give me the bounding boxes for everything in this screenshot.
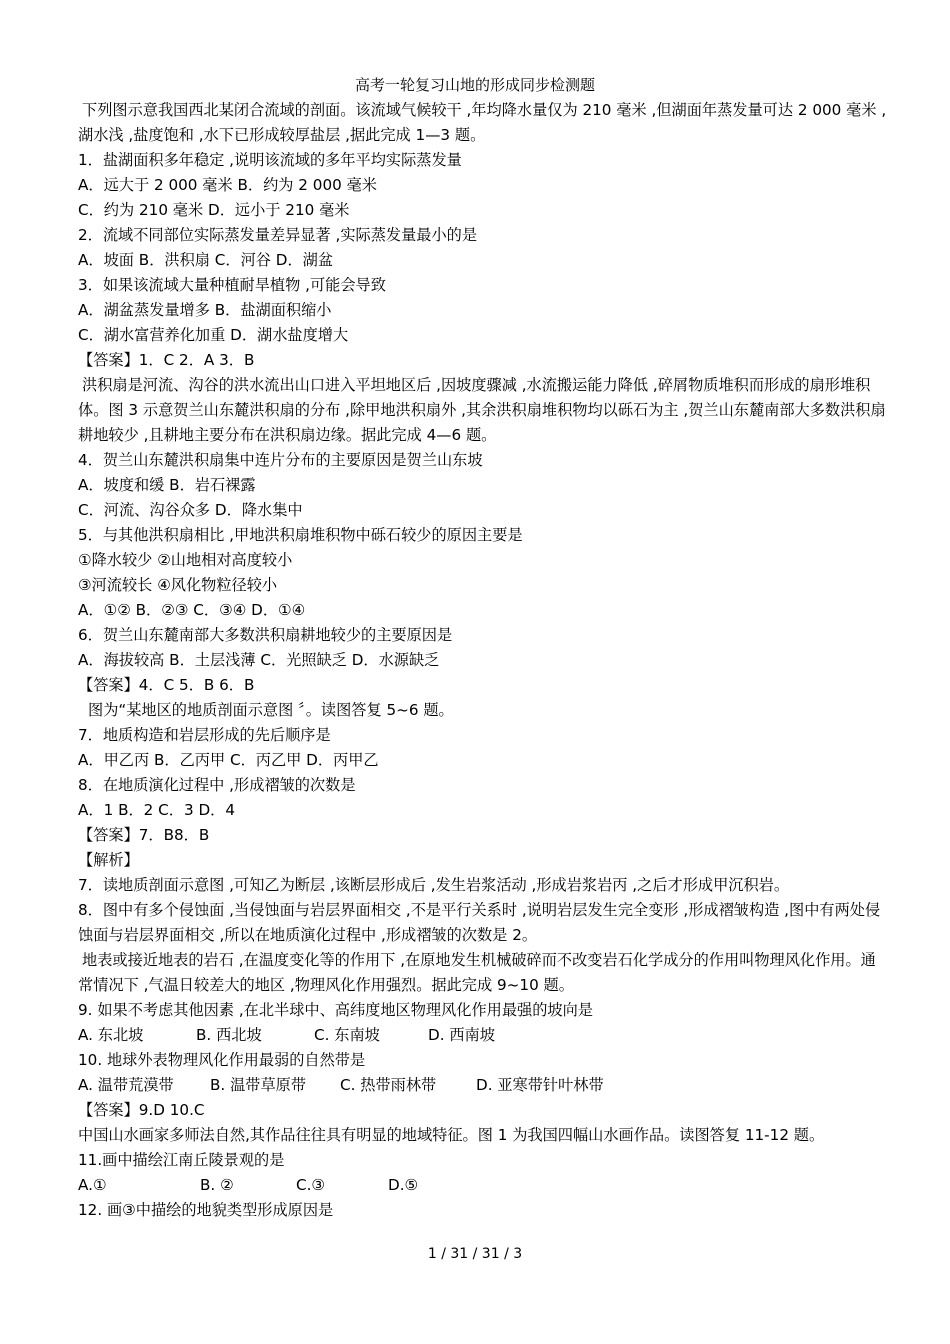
question-4-options-ab: A．坡度和缓 B．岩石裸露: [78, 476, 256, 494]
answer-9-10: 【答案】9.D 10.C: [78, 1101, 205, 1119]
q9-option-b: B. 西北坡: [196, 1026, 262, 1044]
intro-paragraph-5: 中国山水画家多师法自然,其作品往往具有明显的地域特征。图 1 为我国四幅山水画作品。读图答复 11-12 题。: [78, 1126, 825, 1144]
question-3: 3．如果该流域大量种植耐旱植物 ,可能会导致: [78, 276, 386, 294]
question-5-items-34: ③河流较长 ④风化物粒径较小: [78, 576, 278, 594]
question-2: 2．流域不同部位实际蒸发量差异显著 ,实际蒸发量最小的是: [78, 226, 478, 244]
intro-paragraph-4: 地表或接近地表的岩石 ,在温度变化等的作用下 ,在原地发生机械破碎而不改变岩石化学成分的作用叫物理风化作用。通常情况下 ,气温日较差大的地区 ,物理风化作用强烈。据此完成 9~10 题。: [78, 951, 876, 994]
question-4: 4．贺兰山东麓洪积扇集中连片分布的主要原因是贺兰山东坡: [78, 451, 483, 469]
question-11: 11.画中描绘江南丘陵景观的是: [78, 1151, 285, 1169]
question-11-options: [78, 1173, 890, 1198]
question-1-options-cd: C．约为 210 毫米 D．远小于 210 毫米: [78, 201, 350, 219]
question-9: 9. 如果不考虑其他因素 ,在北半球中、高纬度地区物理风化作用最强的坡向是: [78, 1001, 593, 1019]
question-8-options: A．1 B．2 C．3 D．4: [78, 801, 235, 819]
question-2-options: A．坡面 B．洪积扇 C．河谷 D．湖盆: [78, 251, 334, 269]
intro-paragraph-3: 图为“某地区的地质剖面示意图 〞。读图答复 5~6 题。: [88, 701, 454, 719]
question-10: 10. 地球外表物理风化作用最弱的自然带是: [78, 1051, 366, 1069]
answer-1-3: 【答案】1．C 2．A 3．B: [78, 351, 255, 369]
intro-paragraph-2: 洪积扇是河流、沟谷的洪水流出山口进入平坦地区后 ,因坡度骤减 ,水流搬运能力降低 ,碎屑物质堆积而形成的扇形堆积体。图 3 示意贺兰山东麓洪积扇的分布 ,除甲地洪积扇外 ,其余洪积扇堆积物均以砾石为主 ,贺兰山东麓南部大多数洪积扇耕地较少 ,且耕地主要分布在洪积扇边缘。据此完成 4—6 题。: [78, 376, 886, 444]
document-title: 高考一轮复习山地的形成同步检测题: [354, 76, 595, 94]
page-footer: 1 / 31 / 31 / 3: [427, 1246, 523, 1262]
question-8: 8．在地质演化过程中 ,形成褶皱的次数是: [78, 776, 356, 794]
answer-7-8: 【答案】7．B8．B: [78, 826, 210, 844]
question-12: 12. 画③中描绘的地貌类型形成原因是: [78, 1201, 334, 1219]
question-9-options: [78, 1023, 890, 1048]
question-3-options-ab: A．湖盆蒸发量增多 B．盐湖面积缩小: [78, 301, 332, 319]
q11-option-b: B. ②: [200, 1176, 234, 1194]
question-7-options: A．甲乙丙 B．乙丙甲 C．丙乙甲 D．丙甲乙: [78, 751, 379, 769]
question-1-options-ab: A．远大于 2 000 毫米 B．约为 2 000 毫米: [78, 176, 377, 194]
question-10-options: [78, 1073, 890, 1098]
q10-option-c: C. 热带雨林带: [340, 1076, 437, 1094]
q11-option-a: A.①: [78, 1176, 107, 1194]
question-5-options: A．①② B．②③ C．③④ D．①④: [78, 601, 306, 619]
q10-option-a: A. 温带荒漠带: [78, 1076, 174, 1094]
q9-option-a: A. 东北坡: [78, 1026, 144, 1044]
q10-option-b: B. 温带草原带: [210, 1076, 307, 1094]
question-5-items-12: ①降水较少 ②山地相对高度较小: [78, 551, 293, 569]
q11-option-c: C.③: [296, 1176, 326, 1194]
question-7: 7．地质构造和岩层形成的先后顺序是: [78, 726, 331, 744]
question-6-options: A．海拔较高 B．土层浅薄 C．光照缺乏 D．水源缺乏: [78, 651, 440, 669]
q10-option-d: D. 亚寒带针叶林带: [476, 1076, 604, 1094]
question-4-options-cd: C．河流、沟谷众多 D．降水集中: [78, 501, 303, 519]
document-body: [78, 98, 890, 1223]
analysis-heading: 【解析】: [78, 851, 139, 869]
q9-option-c: C. 东南坡: [314, 1026, 380, 1044]
question-3-options-cd: C．湖水富营养化加重 D．湖水盐度增大: [78, 326, 349, 344]
question-5: 5．与其他洪积扇相比 ,甲地洪积扇堆积物中砾石较少的原因主要是: [78, 526, 523, 544]
q9-option-d: D. 西南坡: [428, 1026, 495, 1044]
intro-paragraph-1: 下列图示意我国西北某闭合流域的剖面。该流域气候较干 ,年均降水量仅为 210 毫米 ,但湖面年蒸发量可达 2 000 毫米 ,湖水浅 ,盐度饱和 ,水下已形成较厚盐层 ,据此完成 1—3 题。: [78, 101, 887, 144]
question-6: 6．贺兰山东麓南部大多数洪积扇耕地较少的主要原因是: [78, 626, 453, 644]
analysis-8: 8．图中有多个侵蚀面 ,当侵蚀面与岩层界面相交 ,不是平行关系时 ,说明岩层发生完全变形 ,形成褶皱构造 ,图中有两处侵蚀面与岩层界面相交 ,所以在地质演化过程中 ,形成褶皱的次数是 2。: [78, 901, 881, 944]
analysis-7: 7．读地质剖面示意图 ,可知乙为断层 ,该断层形成后 ,发生岩浆活动 ,形成岩浆岩丙 ,之后才形成甲沉积岩。: [78, 876, 790, 894]
q11-option-d: D.⑤: [388, 1176, 419, 1194]
answer-4-6: 【答案】4．C 5．B 6．B: [78, 676, 255, 694]
question-1: 1．盐湖面积多年稳定 ,说明该流域的多年平均实际蒸发量: [78, 151, 462, 169]
